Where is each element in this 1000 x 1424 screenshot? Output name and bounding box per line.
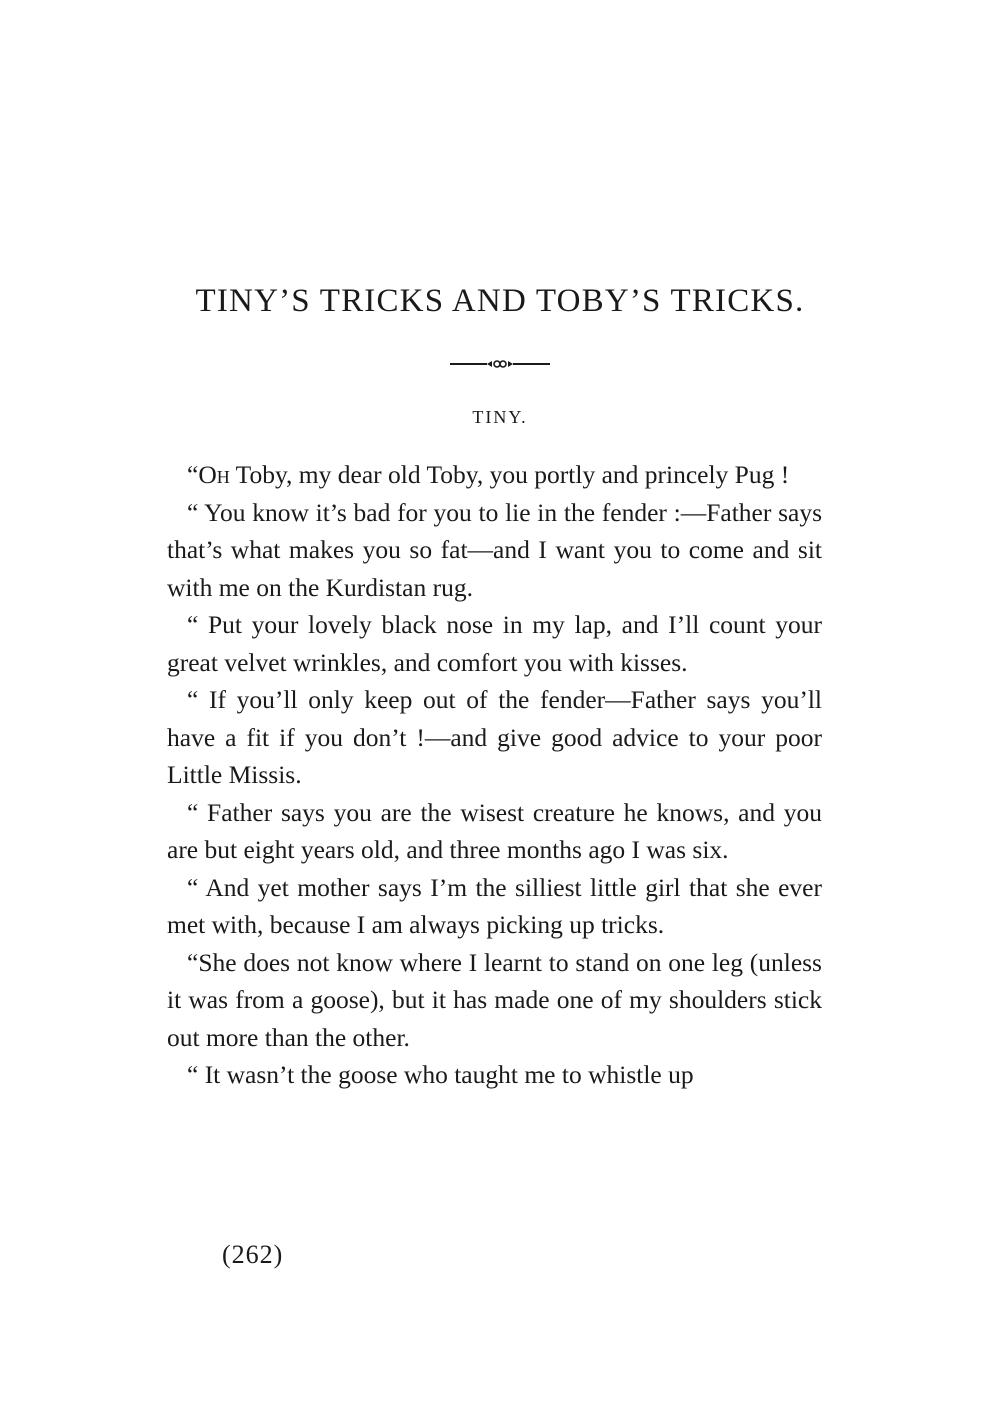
paragraph [167, 456, 822, 494]
paragraph-text: “She does not know where I learnt to stand on one leg (unless it was from a goose), but it has made one of my shoulders stick out more than the other. [167, 947, 822, 1052]
paragraph [167, 869, 822, 944]
paragraph-text: “ You know it’s bad for you to lie in the fender :—Father says that’s what makes you so fat—and I want you to come and sit with me on the Kurdistan rug. [167, 497, 822, 602]
chapter-title: TINY’S TRICKS AND TOBY’S TRICKS. [195, 283, 805, 319]
section-heading: TINY. [472, 407, 528, 427]
paragraph [167, 494, 822, 607]
paragraph [167, 606, 822, 681]
paragraph-text: “ And yet mother says I’m the silliest little girl that she ever met with, because I am always picking up tricks. [167, 872, 822, 939]
paragraph-text: “ Father says you are the wisest creature he knows, and you are but eight years old, and three months ago I was six. [167, 797, 822, 864]
paragraph [167, 681, 822, 794]
paragraph-text: Toby, my dear old Toby, you portly and princely Pug ! [229, 460, 790, 489]
paragraph [167, 944, 822, 1057]
paragraph-text: “ If you’ll only keep out of the fender—Father says you’ll have a fit if you don’t !—and give good advice to your poor Little Missis. [167, 685, 822, 789]
small-caps-lead: Oh [198, 460, 230, 489]
opening-quote: “ [187, 460, 199, 489]
ornamental-rule-icon [450, 357, 550, 371]
body-text [167, 456, 822, 1094]
paragraph [167, 1056, 822, 1094]
paragraph [167, 794, 822, 869]
paragraph-text: “ Put your lovely black nose in my lap, and I’ll count your great velvet wrinkles, and comfort you with kisses. [167, 610, 822, 677]
page-number: (262) [222, 1240, 284, 1269]
paragraph-text: “ It wasn’t the goose who taught me to whistle up [187, 1060, 694, 1089]
